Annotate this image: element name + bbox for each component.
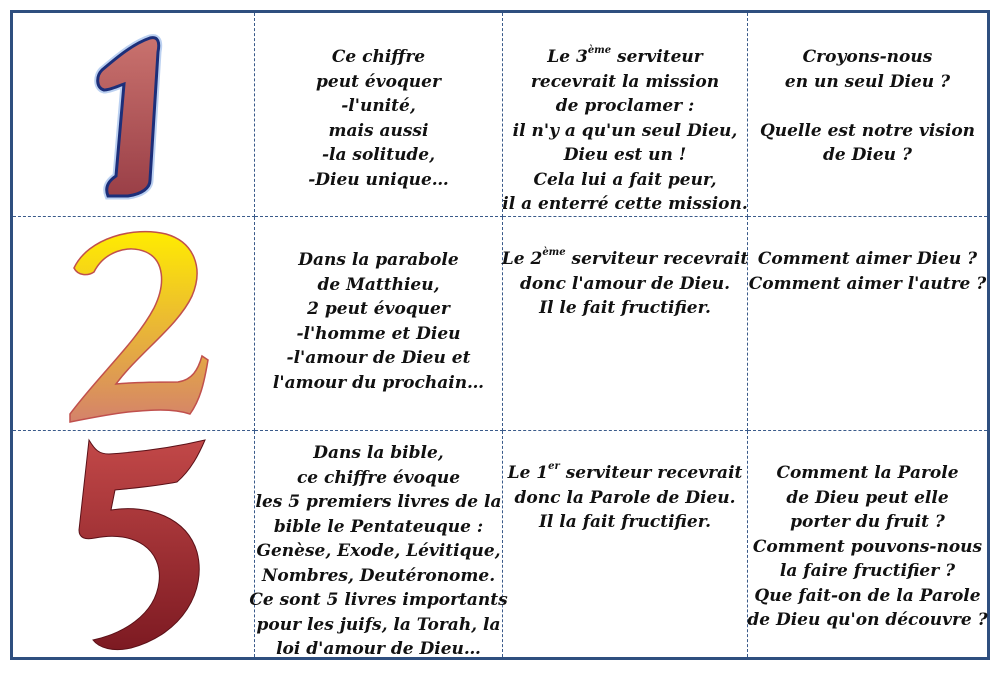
meaning-3-line: bible le Pentateuque : <box>273 516 484 537</box>
meaning-2-line: l'amour du prochain… <box>272 372 485 393</box>
servant-1-line: de proclamer : <box>555 96 695 116</box>
questions-3-line: Que fait-on de la Parole <box>754 585 981 606</box>
questions-3-line: Comment la Parole <box>776 463 959 483</box>
meaning-cell-1 <box>255 13 503 217</box>
meaning-cell-3 <box>249 431 508 659</box>
servant-1-line: il a enterré cette mission. <box>502 194 748 214</box>
servant-1-line: Dieu est un ! <box>563 145 687 165</box>
number-cell-1 <box>13 13 255 221</box>
questions-1-line: de Dieu ? <box>823 145 912 165</box>
servant-cell-2 <box>503 217 748 431</box>
servant-1-line: il n'y a qu'un seul Dieu, <box>512 120 738 141</box>
number-cell-3 <box>13 431 255 657</box>
meaning-2-line: Dans la parabole <box>298 250 459 270</box>
questions-cell-2 <box>748 217 987 431</box>
meaning-3-line: pour les juifs, la Torah, la <box>256 614 501 635</box>
questions-3-line: Comment pouvons-nous <box>752 536 983 557</box>
number-two-graphic <box>54 224 214 424</box>
meaning-1-line: -l'unité, <box>341 96 416 116</box>
meaning-3-line: loi d'amour de Dieu… <box>276 639 481 659</box>
meaning-3-line: Nombres, Deutéronome. <box>261 565 496 586</box>
questions-1-line: Quelle est notre vision <box>759 120 976 141</box>
servant-cell-1 <box>503 13 748 217</box>
questions-1-line: Croyons-nous <box>802 47 933 67</box>
meaning-1-line: peut évoquer <box>316 71 441 92</box>
number-five-shape <box>79 440 205 650</box>
servant-2-heading: Le 2ème serviteur recevrait <box>501 247 749 269</box>
meaning-3-line: Dans la bible, <box>313 443 444 463</box>
number-one-label: 1 <box>133 219 135 221</box>
meaning-1-line: -Dieu unique… <box>308 169 449 190</box>
number-two-shape <box>70 231 208 421</box>
meaning-1-line: -la solitude, <box>321 145 436 165</box>
meaning-2-line: de Matthieu, <box>317 274 440 295</box>
servant-3-heading: Le 1er serviteur recevrait <box>507 461 743 483</box>
servant-1-heading: Le 3ème serviteur <box>547 45 703 67</box>
questions-1-line: en un seul Dieu ? <box>784 71 951 92</box>
meaning-3-line: les 5 premiers livres de la <box>255 492 502 512</box>
servant-1-line: Cela lui a fait peur, <box>533 169 717 190</box>
table-frame <box>10 10 990 660</box>
servant-3-line: donc la Parole de Dieu. <box>514 487 736 508</box>
questions-1-spacer <box>760 94 975 119</box>
meaning-2-line: -l'amour de Dieu et <box>286 348 471 368</box>
meaning-cell-2 <box>255 217 503 431</box>
meaning-2-line: -l'homme et Dieu <box>296 323 461 344</box>
number-five-graphic <box>59 434 209 654</box>
questions-3-line: de Dieu qu'on découvre ? <box>747 610 988 630</box>
questions-2-line: Comment aimer Dieu ? <box>757 249 978 269</box>
meaning-3-line: ce chiffre évoque <box>296 467 461 488</box>
questions-cell-3 <box>748 431 987 657</box>
number-one-graphic <box>84 30 184 221</box>
servant-1-line: recevrait la mission <box>530 71 720 92</box>
servant-2-line: donc l'amour de Dieu. <box>520 273 731 294</box>
number-cell-2 <box>13 217 255 431</box>
questions-2-line: Comment aimer l'autre ? <box>748 273 987 294</box>
questions-3-line: porter du fruit ? <box>790 512 945 532</box>
questions-3-line: de Dieu peut elle <box>786 487 949 508</box>
meaning-1-line: Ce chiffre <box>331 47 426 67</box>
meaning-1-line: mais aussi <box>328 120 429 141</box>
meaning-3-line: Genèse, Exode, Lévitique, <box>256 541 501 561</box>
servant-3-line: Il la fait fructifier. <box>538 512 712 532</box>
meaning-2-line: 2 peut évoquer <box>307 299 450 319</box>
questions-3-line: la faire fructifier ? <box>779 561 956 581</box>
questions-cell-1 <box>748 13 987 217</box>
parable-table <box>13 13 987 657</box>
servant-2-line: Il le fait fructifier. <box>539 298 711 318</box>
meaning-3-line: Ce sont 5 livres importants <box>249 590 508 610</box>
servant-cell-3 <box>503 431 748 657</box>
